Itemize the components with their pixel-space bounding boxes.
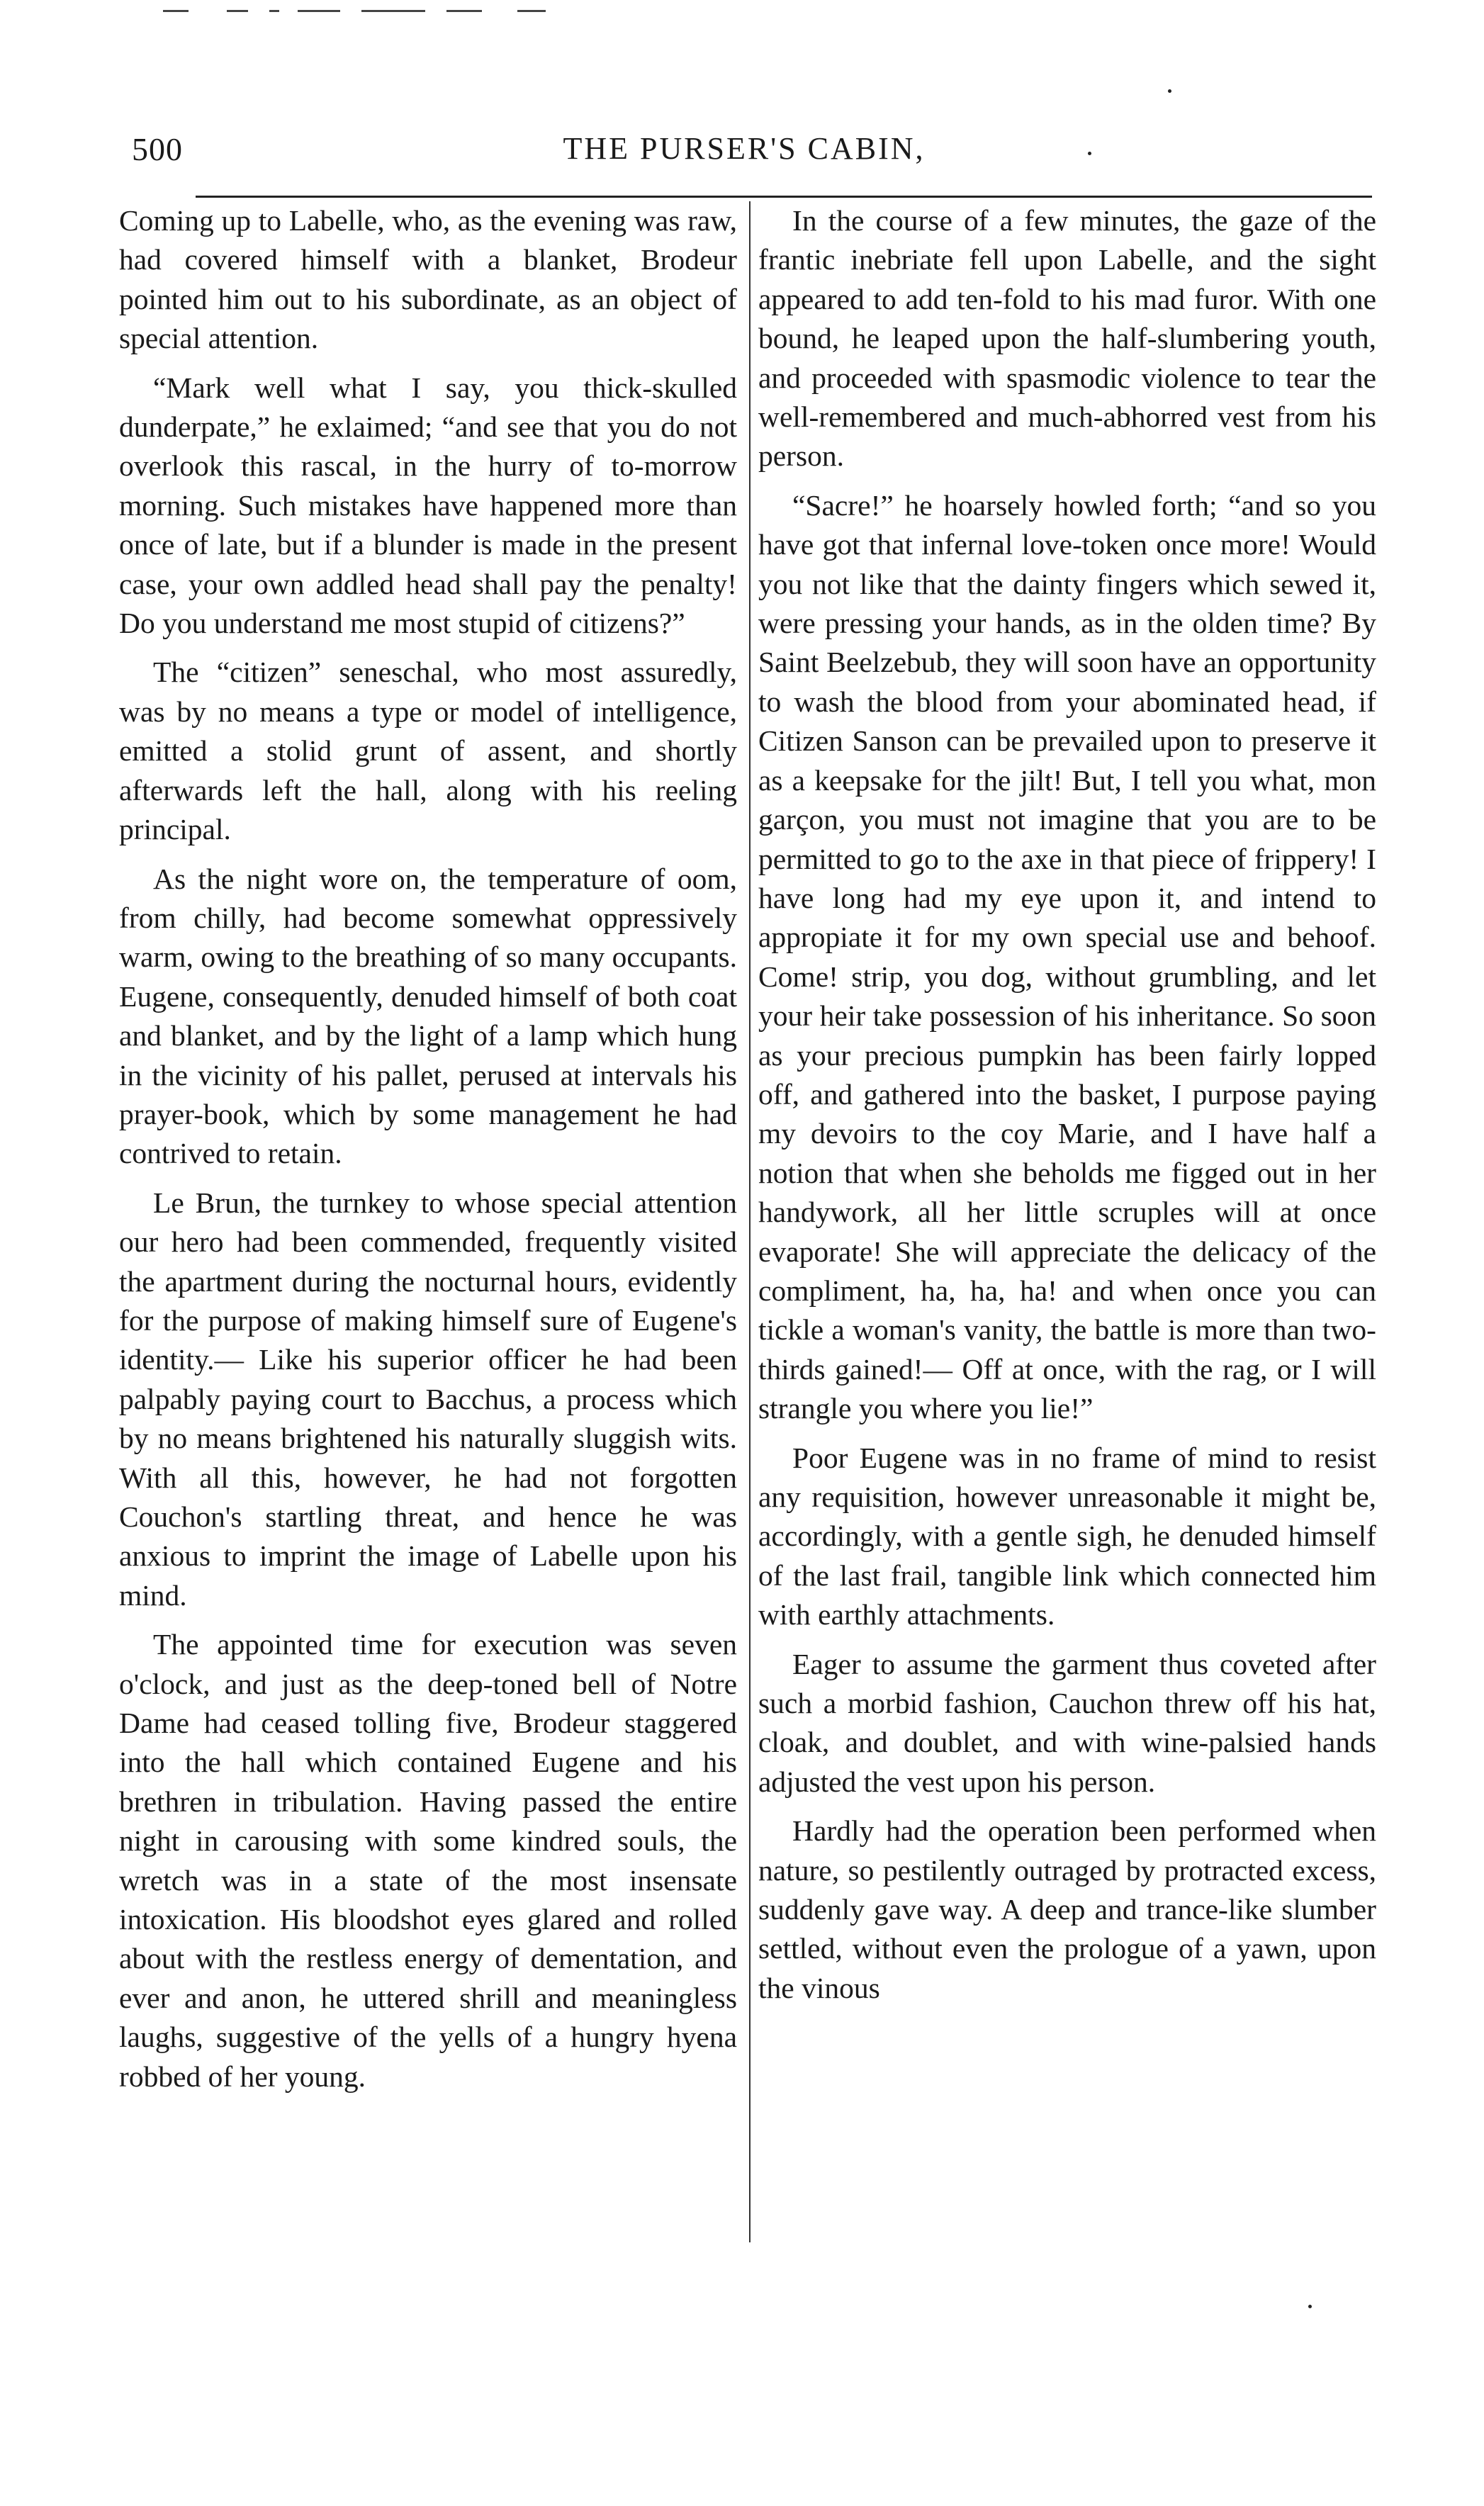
paragraph: “Sacre!” he hoarsely howled forth; “and so you have got that infernal love-token once more! Would you not like that the dainty fingers which sewed it, were pressing your hands, as in the olden time? By Saint Beelzebub, they will soon have an opportunity to wash the blood from your abominated head, if Citizen Sanson can be prevailed upon to preserve it as a keepsake for the jilt! But, I tell you what, mon garçon, you must not imagine that you are to be permitted to go to the axe in that piece of frippery! I have long had my eye upon it, and intend to appropiate it for my own special use and behoof. Come! strip, you dog, without grumbling, and let your heir take possession of his inheritance. So soon as your precious pumpkin has been fairly lopped off, and gathered into the basket, I purpose paying my devoirs to the coy Marie, and I have half a notion that when she beholds me figged out in her handywork, all her little scruples will at once evaporate! She will appreciate the delicacy of the compliment, ha, ha, ha! and when once you can tickle a woman's vanity, the battle is more than two-thirds gained!— Off at once, with the rag, or I will strangle you where you lie!” (758, 488, 1376, 1425)
paragraph: Eager to assume the garment thus coveted after such a morbid fashion, Cauchon threw off his hat, cloak, and doublet, and with wine-palsied hands adjusted the vest upon his person. (758, 1647, 1376, 1798)
header-rule (196, 196, 1372, 198)
paragraph: “Mark well what I say, you thick-skulled dunderpate,” he exlaimed; “and see that you do not overlook this rascal, in the hurry of to-morrow morning. Such mistakes have happened more than once of late, but if a blunder is made in the present case, your own addled head shall pay the penalty! Do you understand me most stupid of citizens?” (119, 371, 737, 640)
column-divider (749, 201, 751, 2242)
paragraph: The “citizen” seneschal, who most assuredly, was by no means a type or model of intelligence, emitted a stolid grunt of assent, and shortly afterwards left the hall, along with his reeling principal. (119, 656, 737, 846)
right-column (758, 201, 1376, 2008)
page-header (120, 130, 1368, 187)
paragraph: In the course of a few minutes, the gaze of the frantic inebriate fell upon Labelle, and the sight appeared to add ten-fold to his mad furor. With one bound, he leaped upon the half-slumbering youth, and proceeded with spasmodic violence to tear the well-remembered and much-abhorred vest from his person. (758, 204, 1376, 473)
paragraph: Poor Eugene was in no frame of mind to resist any requisition, however unreasonable it might be, accordingly, with a gentle sigh, he denuded himself of the last frail, tangible link which connected him with earthly attachments. (758, 1441, 1376, 1631)
paragraph: As the night wore on, the temperature of oom, from chilly, had become somewhat oppressively warm, owing to the breathing of so many occupants. Eugene, consequently, denuded himself of both coat and blanket, and by the light of a lamp which hung in the vicinity of his pallet, perused at intervals his prayer-book, which by some management he had contrived to retain. (119, 862, 737, 1170)
paragraph: Hardly had the operation been performed when nature, so pestilently outraged by protracted excess, suddenly gave way. A deep and trance-like slumber settled, without even the prologue of a yawn, upon the vinous (758, 1814, 1376, 2004)
left-column (119, 201, 737, 2096)
top-edge-marks (163, 10, 560, 17)
paragraph: The appointed time for execution was seven o'clock, and just as the deep-toned bell of Notre Dame had ceased tolling five, Brodeur staggered into the hall which contained Eugene and his brethren in tribulation. Having passed the entire night in carousing with some kindred souls, the wretch was in a state of the most insensate intoxication. His bloodshot eyes glared and rolled about with the restless energy of dementation, and ever and anon, he uttered shrill and meaningless laughs, suggestive of the yells of a hungry hyena robbed of her young. (119, 1628, 737, 2093)
paragraph: Le Brun, the turnkey to whose special attention our hero had been commended, frequently visited the apartment during the nocturnal hours, evidently for the purpose of making himself sure of Eugene's identity.— Like his superior officer he had been palpably paying court to Bacchus, a process which by no means brightened his naturally sluggish wits. With all this, however, he had not forgotten Couchon's startling threat, and hence he was anxious to imprint the image of Labelle upon his mind. (119, 1186, 737, 1612)
paragraph: Coming up to Labelle, who, as the evening was raw, had covered himself with a blanket, Brodeur pointed him out to his subordinate, as an object of special attention. (119, 204, 737, 355)
running-title: THE PURSER'S CABIN, (563, 131, 926, 166)
page-number: 500 (132, 131, 183, 167)
